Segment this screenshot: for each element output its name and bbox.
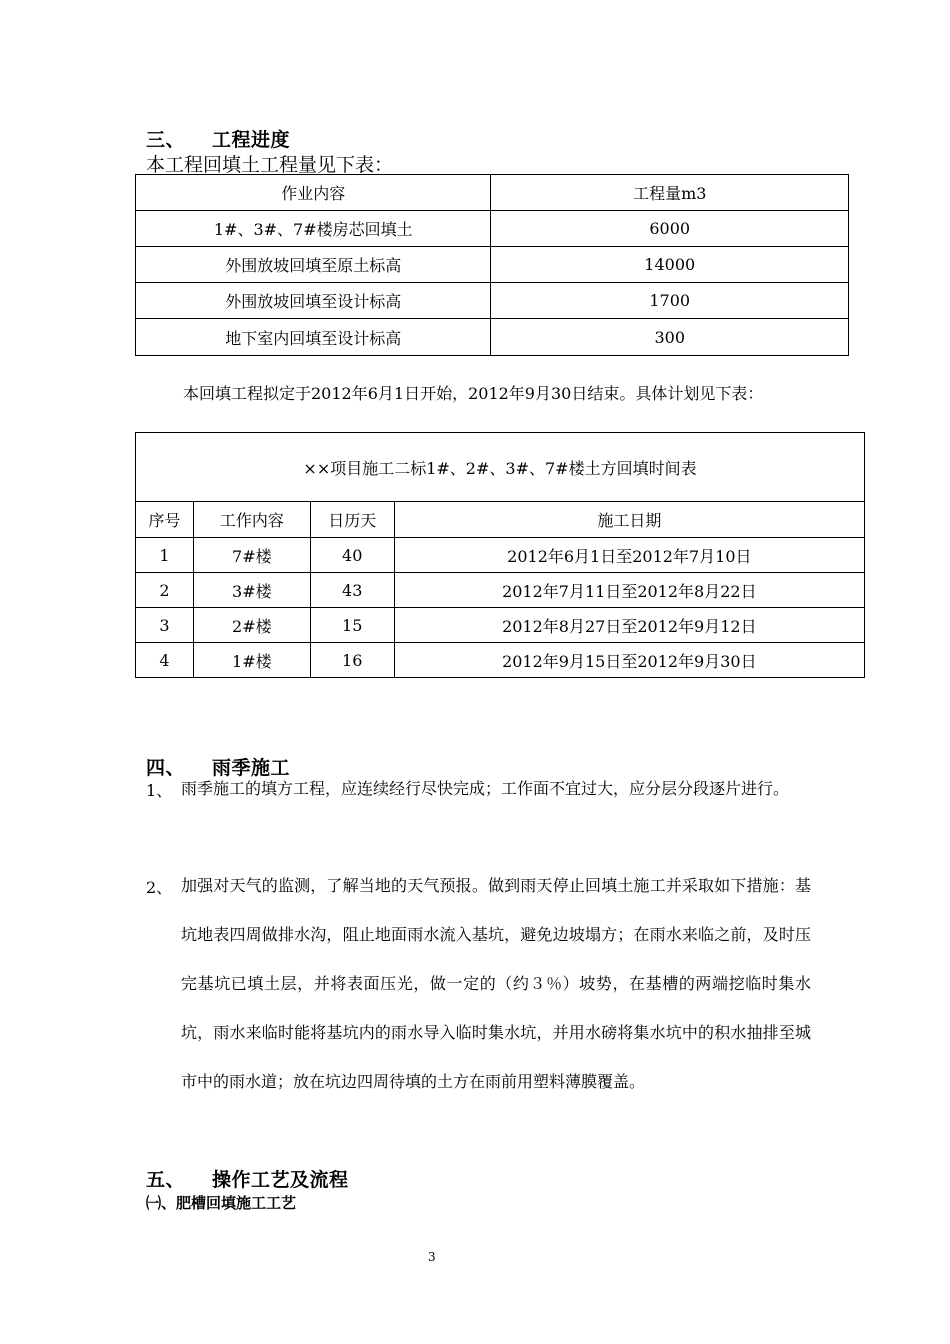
list-item: 雨季施工的填方工程，应连续经行尽快完成；工作面不宜过大，应分层分段逐片进行。 [181, 779, 790, 798]
schedule-table-title: ××项目施工二标1#、2#、3#、7#楼土方回填时间表 [136, 433, 865, 502]
volume-table-header [136, 175, 849, 211]
volume-header-cell: 作业内容 [136, 175, 491, 211]
list-item: 加强对天气的监测，了解当地的天气预报。做到雨天停止回填土施工并采取如下措施：基坑地表四周做排水沟，阻止地面雨水流入基坑，避免边坡塌方；在雨水来临之前，及时压完基坑已填土层，并将表面压光，做一定的（约３％）坡势，在基槽的两端挖临时集水坑，雨水来临时能将基坑内的雨水导入临时集水坑，并用水磅将集水坑中的积水抽排至城市中的雨水道；放在坑边四周待填的土方在雨前用塑料薄膜覆盖。 [181, 876, 811, 1091]
schedule-header-row [136, 502, 865, 538]
volume-cell: 300 [491, 319, 849, 356]
section-5-heading [146, 1165, 349, 1192]
section-3-number: 三、 [146, 129, 186, 151]
schedule-cell: 4 [136, 643, 194, 678]
volume-header-cell: 工程量m3 [491, 175, 849, 211]
section-3-title: 工程进度 [212, 129, 291, 151]
section-5-number: 五、 [146, 1169, 186, 1191]
schedule-cell: 2012年7月11日至2012年8月22日 [394, 573, 864, 608]
section-5-title: 操作工艺及流程 [212, 1169, 349, 1191]
volume-cell: 地下室内回填至设计标高 [136, 319, 491, 356]
schedule-cell: 1 [136, 538, 194, 573]
table-row [136, 643, 865, 678]
schedule-header-cell: 日历天 [310, 502, 394, 538]
volume-table [135, 174, 849, 356]
section-3-intro: 本工程回填土工程量见下表： [146, 154, 394, 176]
schedule-cell: 3 [136, 608, 194, 643]
volume-cell: 6000 [491, 211, 849, 247]
section-4-number: 四、 [146, 757, 186, 779]
schedule-cell: 40 [310, 538, 394, 573]
volume-cell: 外围放坡回填至设计标高 [136, 283, 491, 319]
page-number: 3 [428, 1250, 436, 1264]
table-row [136, 319, 849, 356]
schedule-title-row [136, 433, 865, 502]
schedule-header-cell: 施工日期 [394, 502, 864, 538]
schedule-cell: 3#楼 [193, 573, 310, 608]
schedule-header-cell: 工作内容 [193, 502, 310, 538]
plan-paragraph: 本回填工程拟定于2012年6月1日开始，2012年9月30日结束。具体计划见下表： [183, 384, 764, 403]
schedule-cell: 2 [136, 573, 194, 608]
schedule-cell: 2012年9月15日至2012年9月30日 [394, 643, 864, 678]
schedule-cell: 2#楼 [193, 608, 310, 643]
list-item-number: 2、 [146, 878, 173, 897]
schedule-cell: 7#楼 [193, 538, 310, 573]
schedule-cell: 43 [310, 573, 394, 608]
table-row [136, 608, 865, 643]
table-row [136, 573, 865, 608]
subsection-heading: ㈠、肥槽回填施工工艺 [146, 1194, 297, 1212]
table-row [136, 283, 849, 319]
table-row [136, 538, 865, 573]
section-3-heading [146, 125, 290, 152]
schedule-cell: 2012年6月1日至2012年7月10日 [394, 538, 864, 573]
volume-cell: 1#、3#、7#楼房芯回填土 [136, 211, 491, 247]
volume-cell: 14000 [491, 247, 849, 283]
section-4-title: 雨季施工 [212, 757, 291, 779]
volume-cell: 1700 [491, 283, 849, 319]
schedule-cell: 15 [310, 608, 394, 643]
table-row [136, 247, 849, 283]
schedule-cell: 16 [310, 643, 394, 678]
list-item-number: 1、 [146, 781, 173, 800]
table-row [136, 211, 849, 247]
schedule-cell: 2012年8月27日至2012年9月12日 [394, 608, 864, 643]
schedule-cell: 1#楼 [193, 643, 310, 678]
schedule-table [135, 432, 865, 678]
schedule-header-cell: 序号 [136, 502, 194, 538]
volume-cell: 外围放坡回填至原土标高 [136, 247, 491, 283]
